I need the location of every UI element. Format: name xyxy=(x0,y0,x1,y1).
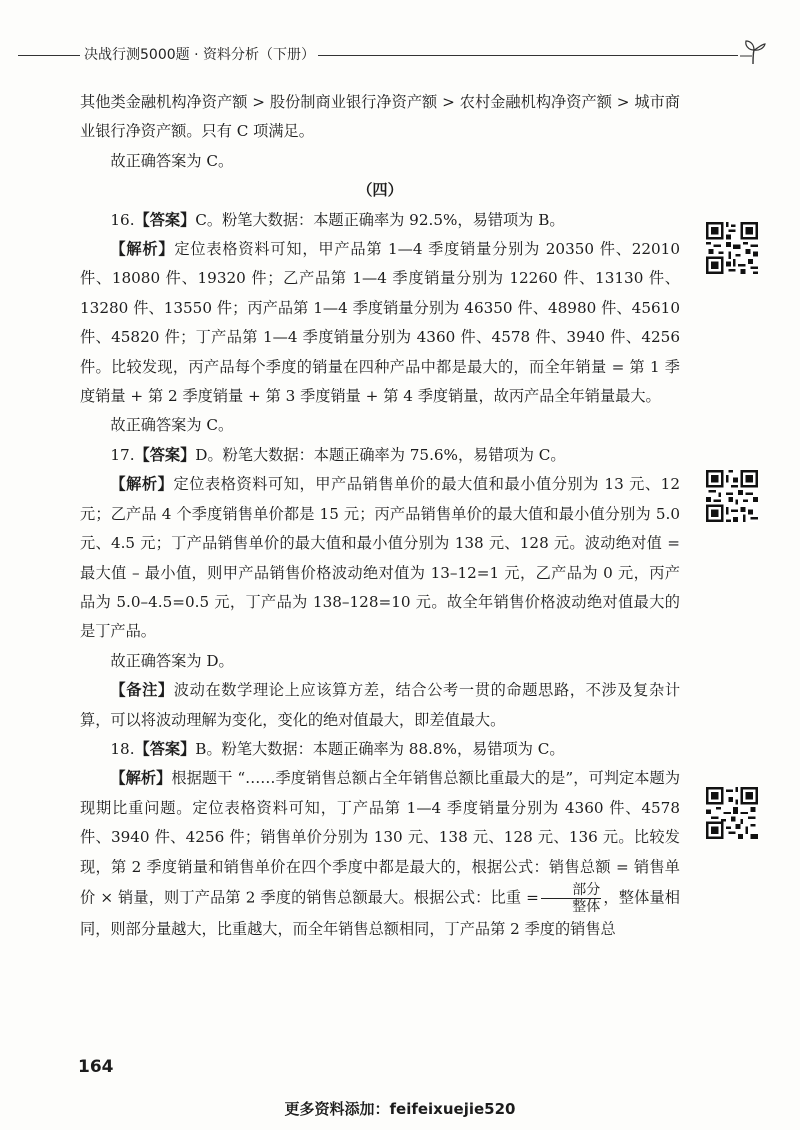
fraction-denominator: 整体 xyxy=(572,898,601,915)
q16-analysis-text: 定位表格资料可知，甲产品第 1—4 季度销量分别为 20350 件、22010 件、18080 件、19320 件；乙产品第 1—4 季度销量分别为 12260 件、13130 件、13280 件、13550 件；丙产品第 1—4 季度销量分别为 46350 件、48980 件、45610 件、45820 件；丁产品第 1—4 季度销量分别为 4360 件、4578 件、3940 件、4256 件。比较发现，丙产品每个季度的销量在四种产品中都是最大的，而全年销量 = 第 1 季度销量 + 第 2 季度销量 + 第 3 季度销量 + 第 4 季度销量，故丙产品全年销量最大。 xyxy=(80,240,681,406)
header-rule-right xyxy=(318,55,738,56)
q17-number: 17. xyxy=(110,445,135,464)
book-title: 决战行测5000题 · 资料分析（下册） xyxy=(84,47,315,63)
answer-tag: 【答案】 xyxy=(134,739,196,758)
ratio-fraction xyxy=(541,882,601,915)
sprout-icon xyxy=(738,38,768,66)
running-header xyxy=(0,36,800,64)
q18-answer xyxy=(80,735,680,764)
page-number: 164 xyxy=(78,1057,114,1077)
q18-analysis xyxy=(80,764,680,944)
q17-conclusion: 故正确答案为 D。 xyxy=(110,651,234,670)
q18-number: 18. xyxy=(110,739,135,758)
q18-analysis-text-2: ，整体量相同，则部分量越大，比重越大，而全年销售总额相同，丁产品第 2 季度的销售总 xyxy=(80,888,680,938)
analysis-tag: 【解析】 xyxy=(110,769,172,788)
answer-tag: 【答案】 xyxy=(134,210,196,229)
note-tag: 【备注】 xyxy=(110,681,174,700)
footer-note: 更多资料添加：feifeixuejie520 xyxy=(284,1100,516,1118)
q17-analysis xyxy=(80,470,680,646)
q17-analysis-text: 定位表格资料可知，甲产品销售单价的最大值和最小值分别为 13 元、12 元；乙产品 4 个季度销售单价都是 15 元；丙产品销售单价的最大值和最小值分别为 5.0 元、4.5 元；丁产品销售单价的最大值和最小值分别为 138 元、128 元。波动绝对值 = 最大值 – 最小值，则甲产品销售价格波动绝对值为 13–12=1 元，乙产品为 0 元，丙产品为 5.0–4.5=0.5 元，丁产品为 138–128=10 元。故全年销售价格波动绝对值最大的是丁产品。 xyxy=(80,475,681,641)
qr-code-icon[interactable] xyxy=(706,470,758,522)
qr-code-icon[interactable] xyxy=(706,222,758,274)
q16-number: 16. xyxy=(110,210,135,229)
q16-analysis xyxy=(80,235,680,411)
qr-code-icon[interactable] xyxy=(706,787,758,839)
q18-answer-text: B。粉笔大数据：本题正确率为 88.8%，易错项为 C。 xyxy=(195,739,565,758)
q16-answer xyxy=(80,206,680,235)
q18-analysis-text-1: 根据题干 “……季度销售总额占全年销售总额比重最大的是”，可判定本题为现期比重问题。定位表格资料可知，丁产品第 1—4 季度销量分别为 4360 件、4578 件、3940 件、4256 件；销售单价分别为 130 元、138 元、128 元、136 元。比较发现，第 2 季度销量和销售单价在四个季度中都是最大的，根据公式：销售总额 = 销售单价 × 销量，则丁产品第 2 季度的销售总额最大。根据公式：比重 = xyxy=(80,769,681,907)
q17-answer xyxy=(80,441,680,470)
section-title: （四） xyxy=(357,181,403,200)
q17-note xyxy=(80,676,680,735)
q17-answer-text: D。粉笔大数据：本题正确率为 75.6%，易错项为 C。 xyxy=(195,445,566,464)
page-body xyxy=(80,88,680,944)
q17-note-text: 波动在数学理论上应该算方差，结合公考一贯的命题思路，不涉及复杂计算，可以将波动理解为变化，变化的绝对值最大，即差值最大。 xyxy=(80,681,681,729)
q16-conclusion: 故正确答案为 C。 xyxy=(110,416,234,435)
header-rule-left xyxy=(18,55,80,56)
answer-tag: 【答案】 xyxy=(134,445,196,464)
paragraph-continued: 其他类金融机构净资产额 > 股份制商业银行净资产额 > 农村金融机构净资产额 > 城市商业银行净资产额。只有 C 项满足。 xyxy=(80,93,680,141)
fraction-numerator: 部分 xyxy=(541,882,601,899)
q16-answer-text: C。粉笔大数据：本题正确率为 92.5%，易错项为 B。 xyxy=(195,210,565,229)
analysis-tag: 【解析】 xyxy=(110,475,174,494)
previous-conclusion: 故正确答案为 C。 xyxy=(110,151,234,170)
analysis-tag: 【解析】 xyxy=(110,240,175,259)
